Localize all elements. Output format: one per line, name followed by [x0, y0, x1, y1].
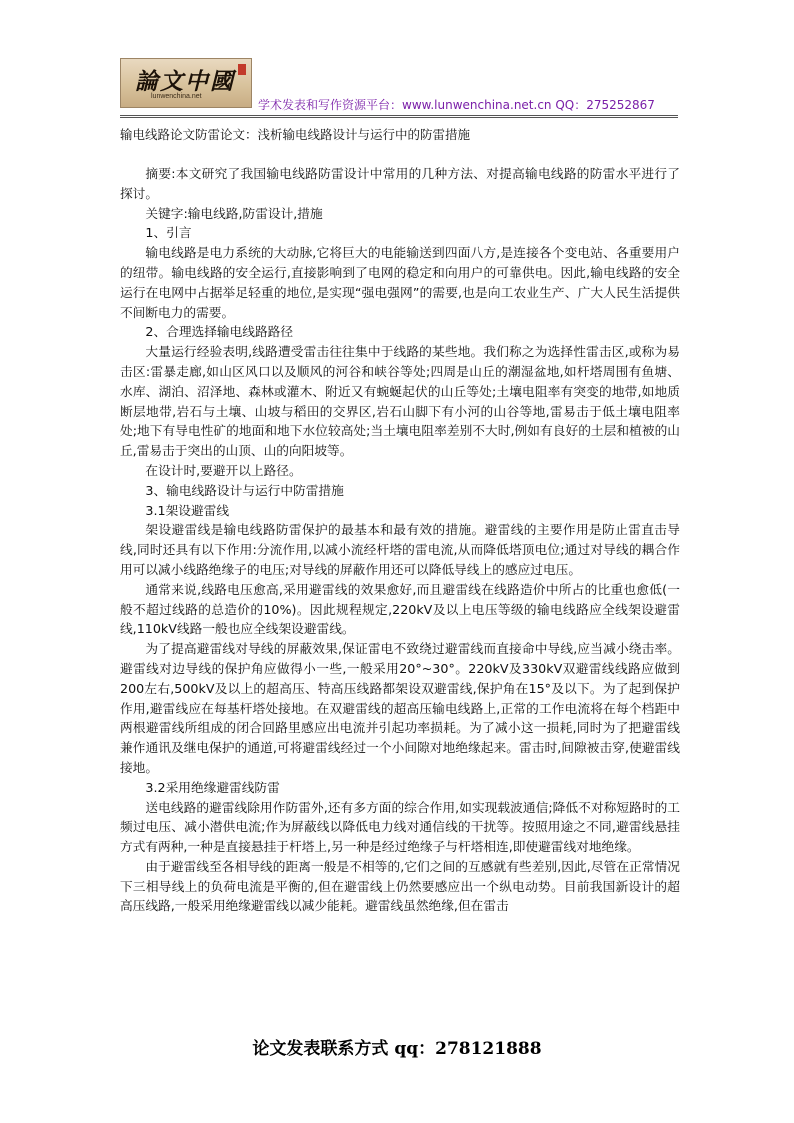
- header-divider: [120, 115, 678, 116]
- body-paragraph: 通常来说,线路电压愈高,采用避雷线的效果愈好,而且避雷线在线路造价中所占的比重也愈低(一般不超过线路的总造价的10%)。因此规程规定,220kV及以上电压等级的输电线路应全线架设避雷线,110kV线路一般也应全线架设避雷线。: [120, 581, 680, 637]
- body-paragraph: 在设计时,要避开以上路径。: [145, 462, 302, 478]
- document-body: [120, 164, 680, 916]
- body-paragraph: 由于避雷线至各相导线的距离一般是不相等的,它们之间的互感就有些差别,因此,尽管在正常情况下三相导线上的负荷电流是平衡的,但在避雷线上仍然要感应出一个纵电动势。目前我国新设计的超高压线路,一般采用绝缘避雷线以减少能耗。避雷线虽然绝缘,但在雷击: [120, 858, 680, 914]
- body-paragraph: 架设避雷线是输电线路防雷保护的最基本和最有效的措施。避雷线的主要作用是防止雷直击导线,同时还具有以下作用:分流作用,以减小流经杆塔的雷电流,从而降低塔顶电位;通过对导线的耦合作用可以减小线路绝缘子的电压;对导线的屏蔽作用还可以降低导线上的感应过电压。: [120, 522, 680, 577]
- keywords-line: 关键字:输电线路,防雷设计,措施: [145, 205, 323, 221]
- resource-platform-line: 学术发表和写作资源平台：www.lunwenchina.net.cn QQ：275252867: [258, 98, 655, 112]
- header-divider-2: [120, 117, 678, 118]
- footer-contact: 论文发表联系方式 qq：278121888: [252, 1039, 542, 1059]
- section-heading: 3、输电线路设计与运行中防雷措施: [145, 482, 344, 498]
- section-heading: 1、引言: [145, 225, 192, 241]
- section-heading: 2、合理选择输电线路路径: [145, 324, 294, 340]
- body-paragraph: 为了提高避雷线对导线的屏蔽效果,保证雷电不致绕过避雷线而直接命中导线,应当减小绕击率。避雷线对边导线的保护角应做得小一些,一般采用20°~30°。220kV及330kV双避雷线线路应做到200左右,500kV及以上的超高压、特高压线路都架设双避雷线,保护角在15°及以下。为了起到保护作用,避雷线应在每基杆塔处接地。在双避雷线的超高压输电线路上,正常的工作电流将在每个档距中两根避雷线所组成的闭合回路里感应出电流并引起功率损耗。为了减小这一损耗,同时为了把避雷线兼作通讯及继电保护的通道,可将避雷线经过一个小间隙对地绝缘起来。雷击时,间隙被击穿,使避雷线接地。: [120, 641, 680, 775]
- subsection-heading: 3.1架设避雷线: [145, 502, 230, 518]
- document-title: 输电线路论文防雷论文：浅析输电线路设计与运行中的防雷措施: [120, 127, 471, 142]
- subsection-heading: 3.2采用绝缘避雷线防雷: [145, 779, 280, 795]
- site-logo: [120, 58, 252, 108]
- body-paragraph: 送电线路的避雷线除用作防雷外,还有多方面的综合作用,如实现载波通信;降低不对称短路时的工频过电压、减小潜供电流;作为屏蔽线以降低电力线对通信线的干扰等。按照用途之不同,避雷线悬挂方式有两种,一种是直接悬挂于杆塔上,另一种是经过绝缘子与杆塔相连,即使避雷线对地绝缘。: [120, 799, 680, 855]
- body-paragraph: 大量运行经验表明,线路遭受雷击往往集中于线路的某些地。我们称之为选择性雷击区,或称为易击区:雷暴走廊,如山区风口以及顺风的河谷和峡谷等处;四周是山丘的潮湿盆地,如杆塔周围有鱼塘、水库、湖泊、沼泽地、森林或灌木、附近又有蜿蜒起伏的山丘等处;土壤电阻率有突变的地带,如地质断层地带,岩石与土壤、山坡与稻田的交界区,岩石山脚下有小河的山谷等地,雷易击于低土壤电阻率处;地下有导电性矿的地面和地下水位较高处;当土壤电阻率差别不大时,例如有良好的土层和植被的山丘,雷易击于突出的山顶、山的向阳坡等。: [120, 344, 680, 459]
- abstract-paragraph: 摘要:本文研究了我国输电线路防雷设计中常用的几种方法、对提高输电线路的防雷水平进行了探讨。: [120, 166, 680, 201]
- logo-site-text: lunwenchina.net: [151, 93, 202, 100]
- body-paragraph: 输电线路是电力系统的大动脉,它将巨大的电能输送到四面八方,是连接各个变电站、各重要用户的纽带。输电线路的安全运行,直接影响到了电网的稳定和向用户的可靠供电。因此,输电线路的安全运行在电网中占据举足轻重的地位,是实现“强电强网”的需要,也是向工农业生产、广大人民生活提供不间断电力的需要。: [120, 245, 680, 320]
- seal-icon: [238, 64, 246, 75]
- logo-calligraphy: 論文中國: [135, 68, 235, 95]
